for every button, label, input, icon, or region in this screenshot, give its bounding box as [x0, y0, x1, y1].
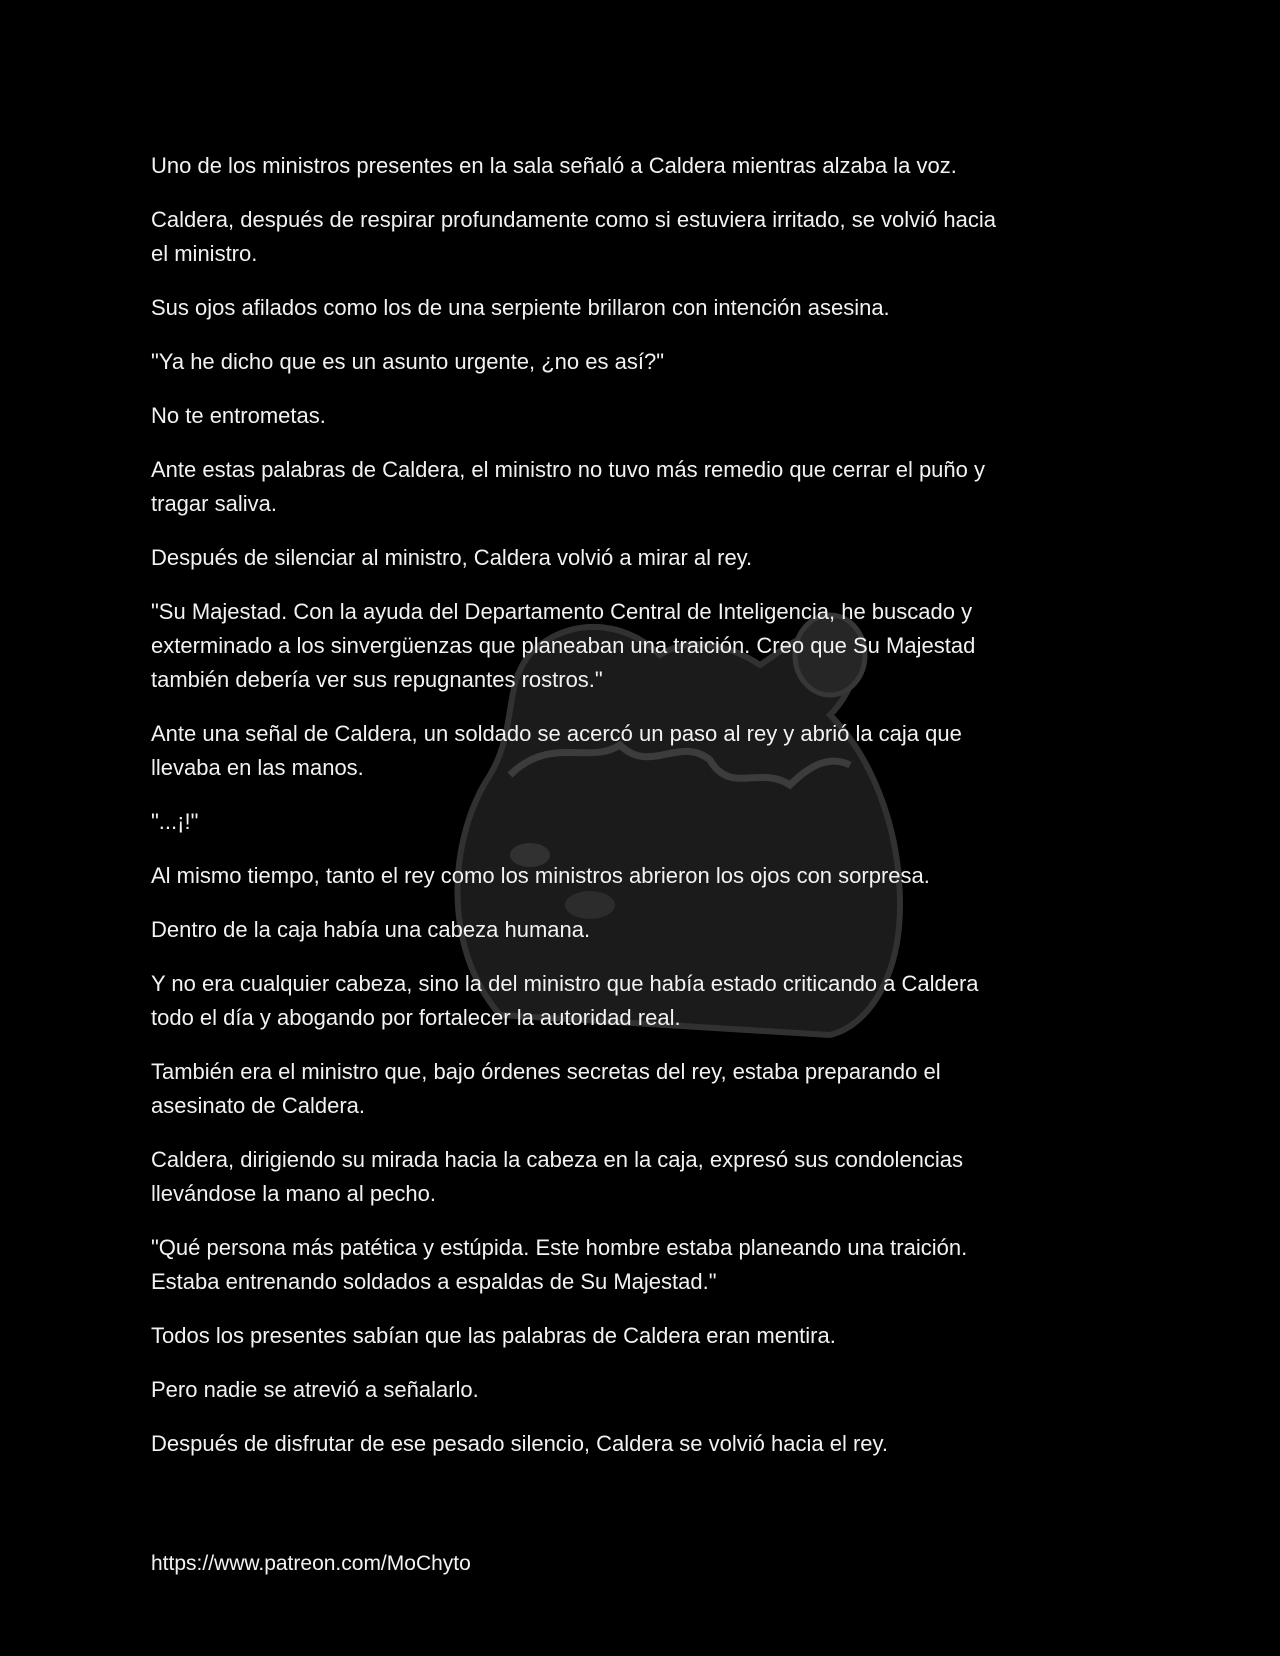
- paragraph-line: Después de silenciar al ministro, Caldera volvió a mirar al rey.: [151, 545, 753, 570]
- paragraph-line: Ante una señal de Caldera, un soldado se acercó un paso al rey y abrió la caja que: [151, 721, 962, 746]
- paragraph: [151, 1319, 1161, 1353]
- paragraph-line: Y no era cualquier cabeza, sino la del ministro que había estado criticando a Caldera: [151, 971, 979, 996]
- paragraph-line: Después de disfrutar de ese pesado silencio, Caldera se volvió hacia el rey.: [151, 1431, 888, 1456]
- paragraph: [151, 1143, 1161, 1211]
- paragraph-line: Dentro de la caja había una cabeza humana.: [151, 917, 591, 942]
- paragraph-line: También era el ministro que, bajo órdenes secretas del rey, estaba preparando el: [151, 1059, 941, 1084]
- paragraph-line: "...¡!": [151, 809, 199, 834]
- paragraph-line: Caldera, después de respirar profundamente como si estuviera irritado, se volvió hacia: [151, 207, 996, 232]
- paragraph-line: No te entrometas.: [151, 403, 326, 428]
- paragraph: [151, 595, 1161, 697]
- paragraph-line: asesinato de Caldera.: [151, 1093, 366, 1118]
- paragraph: [151, 805, 1161, 839]
- paragraph-line: también debería ver sus repugnantes rostros.": [151, 667, 603, 692]
- story-text: [151, 149, 1161, 1481]
- paragraph-line: exterminado a los sinvergüenzas que planeaban una traición. Creo que Su Majestad: [151, 633, 976, 658]
- paragraph-line: Uno de los ministros presentes en la sala señaló a Caldera mientras alzaba la voz.: [151, 153, 957, 178]
- paragraph: [151, 541, 1161, 575]
- paragraph-line: "Qué persona más patética y estúpida. Este hombre estaba planeando una traición.: [151, 1235, 968, 1260]
- paragraph: [151, 1427, 1161, 1461]
- paragraph: [151, 967, 1161, 1035]
- paragraph-line: llevaba en las manos.: [151, 755, 364, 780]
- paragraph: [151, 717, 1161, 785]
- paragraph: [151, 1231, 1161, 1299]
- paragraph-line: Caldera, dirigiendo su mirada hacia la cabeza en la caja, expresó sus condolencias: [151, 1147, 964, 1172]
- paragraph-line: Todos los presentes sabían que las palabras de Caldera eran mentira.: [151, 1323, 836, 1348]
- paragraph-line: Al mismo tiempo, tanto el rey como los ministros abrieron los ojos con sorpresa.: [151, 863, 930, 888]
- paragraph: [151, 1373, 1161, 1407]
- paragraph: [151, 913, 1161, 947]
- paragraph-line: llevándose la mano al pecho.: [151, 1181, 436, 1206]
- paragraph-line: "Ya he dicho que es un asunto urgente, ¿no es así?": [151, 349, 665, 374]
- paragraph-line: Estaba entrenando soldados a espaldas de Su Majestad.": [151, 1269, 717, 1294]
- paragraph-line: Ante estas palabras de Caldera, el ministro no tuvo más remedio que cerrar el puño y: [151, 457, 985, 482]
- paragraph: [151, 149, 1161, 183]
- paragraph: [151, 203, 1161, 271]
- paragraph-line: Sus ojos afilados como los de una serpiente brillaron con intención asesina.: [151, 295, 890, 320]
- paragraph: [151, 345, 1161, 379]
- paragraph-line: tragar saliva.: [151, 491, 277, 516]
- paragraph-line: "Su Majestad. Con la ayuda del Departamento Central de Inteligencia, he buscado y: [151, 599, 973, 624]
- paragraph-line: el ministro.: [151, 241, 258, 266]
- paragraph: [151, 859, 1161, 893]
- paragraph: [151, 1055, 1161, 1123]
- paragraph-line: Pero nadie se atrevió a señalarlo.: [151, 1377, 479, 1402]
- patreon-link[interactable]: https://www.patreon.com/MoChyto: [151, 1552, 471, 1575]
- paragraph: [151, 291, 1161, 325]
- paragraph: [151, 399, 1161, 433]
- paragraph-line: todo el día y abogando por fortalecer la autoridad real.: [151, 1005, 681, 1030]
- paragraph: [151, 453, 1161, 521]
